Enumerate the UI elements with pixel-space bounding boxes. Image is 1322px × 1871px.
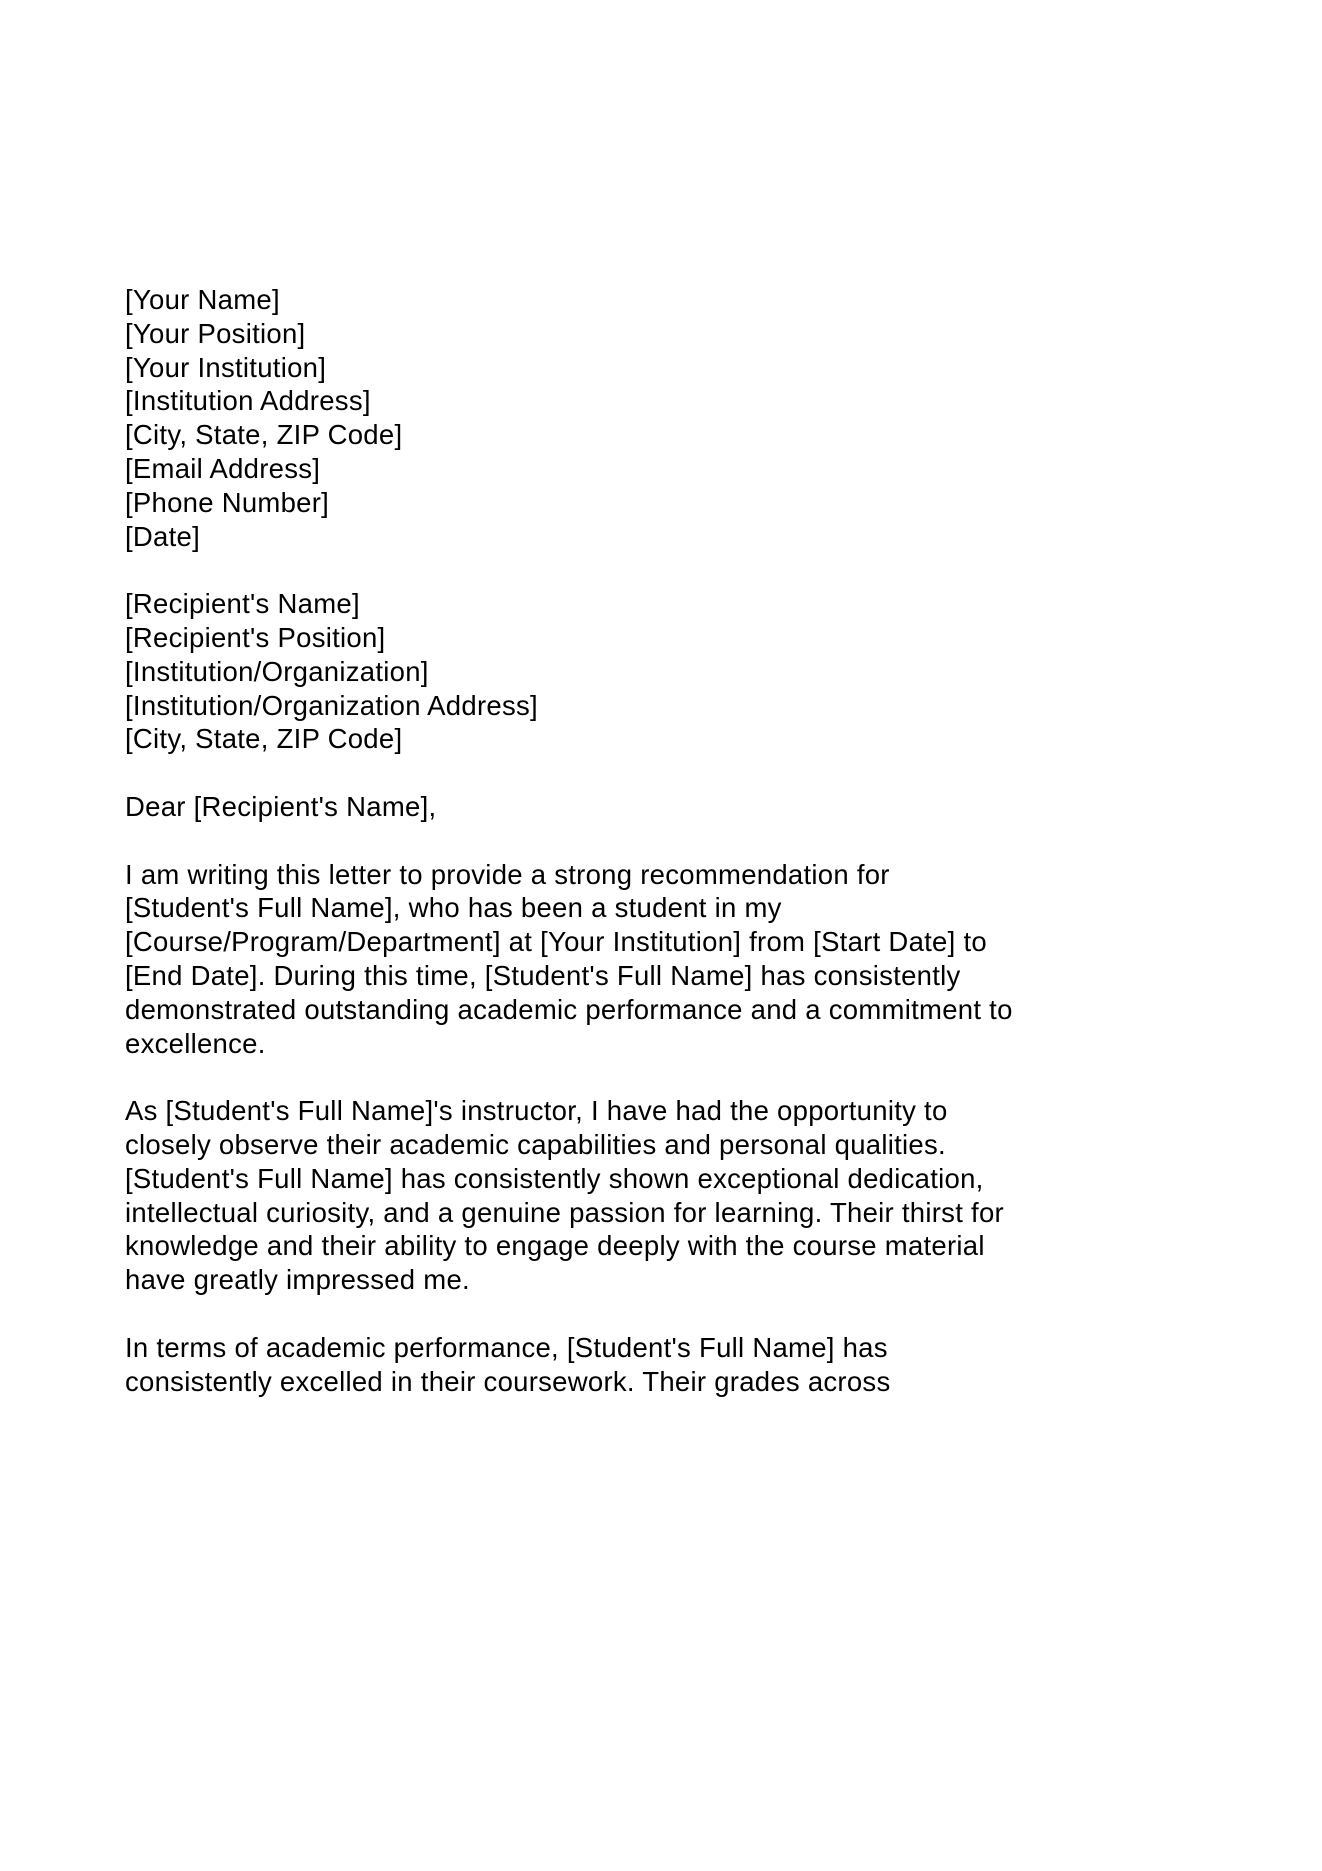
body-paragraph-1: I am writing this letter to provide a strong recommendation for [Student's Full Name], who has been a student in my [Course/Program/Department] at [Your Institution] from [Start Date] to [End Date]. During this time, [Student's Full Name] has consistently demonstrated outstanding academic performance and a commitment to excellence. (125, 858, 1013, 1059)
sender-line-city-state-zip: [City, State, ZIP Code] (125, 419, 403, 451)
recipient-line-organization-address: [Institution/Organization Address] (125, 689, 538, 721)
sender-line-date: [Date] (125, 520, 201, 552)
recipient-line-name: [Recipient's Name] (125, 588, 360, 620)
sender-line-email: [Email Address] (125, 452, 321, 484)
salutation: Dear [Recipient's Name], (125, 790, 437, 822)
blank-line-after-sender (125, 553, 1015, 587)
sender-address-block (125, 283, 1015, 553)
sender-line-phone: [Phone Number] (125, 486, 330, 518)
body-paragraph-3: In terms of academic performance, [Student's Full Name] has consistently excelled in their coursework. Their grades across (125, 1331, 891, 1397)
recipient-line-organization: [Institution/Organization] (125, 655, 429, 687)
blank-line-after-salutation (125, 824, 1015, 858)
blank-line-after-recipient (125, 756, 1015, 790)
blank-line-after-paragraph-2 (125, 1297, 1015, 1331)
sender-line-institution: [Your Institution] (125, 351, 327, 383)
sender-line-name: [Your Name] (125, 284, 280, 315)
sender-line-institution-address: [Institution Address] (125, 385, 371, 417)
recipient-line-position: [Recipient's Position] (125, 621, 386, 653)
recipient-line-city-state-zip: [City, State, ZIP Code] (125, 723, 403, 755)
sender-line-position: [Your Position] (125, 317, 306, 349)
blank-line-after-paragraph-1 (125, 1060, 1015, 1094)
recipient-address-block (125, 587, 1015, 756)
body-paragraph-2: As [Student's Full Name]'s instructor, I have had the opportunity to closely observe their academic capabilities and personal qualities. [Student's Full Name] has consistently shown exceptional dedication, intellectual curiosity, and a genuine passion for learning. Their thirst for knowledge and their ability to engage deeply with the course material have greatly impressed me. (125, 1095, 1004, 1296)
letter-body (125, 283, 1015, 1398)
